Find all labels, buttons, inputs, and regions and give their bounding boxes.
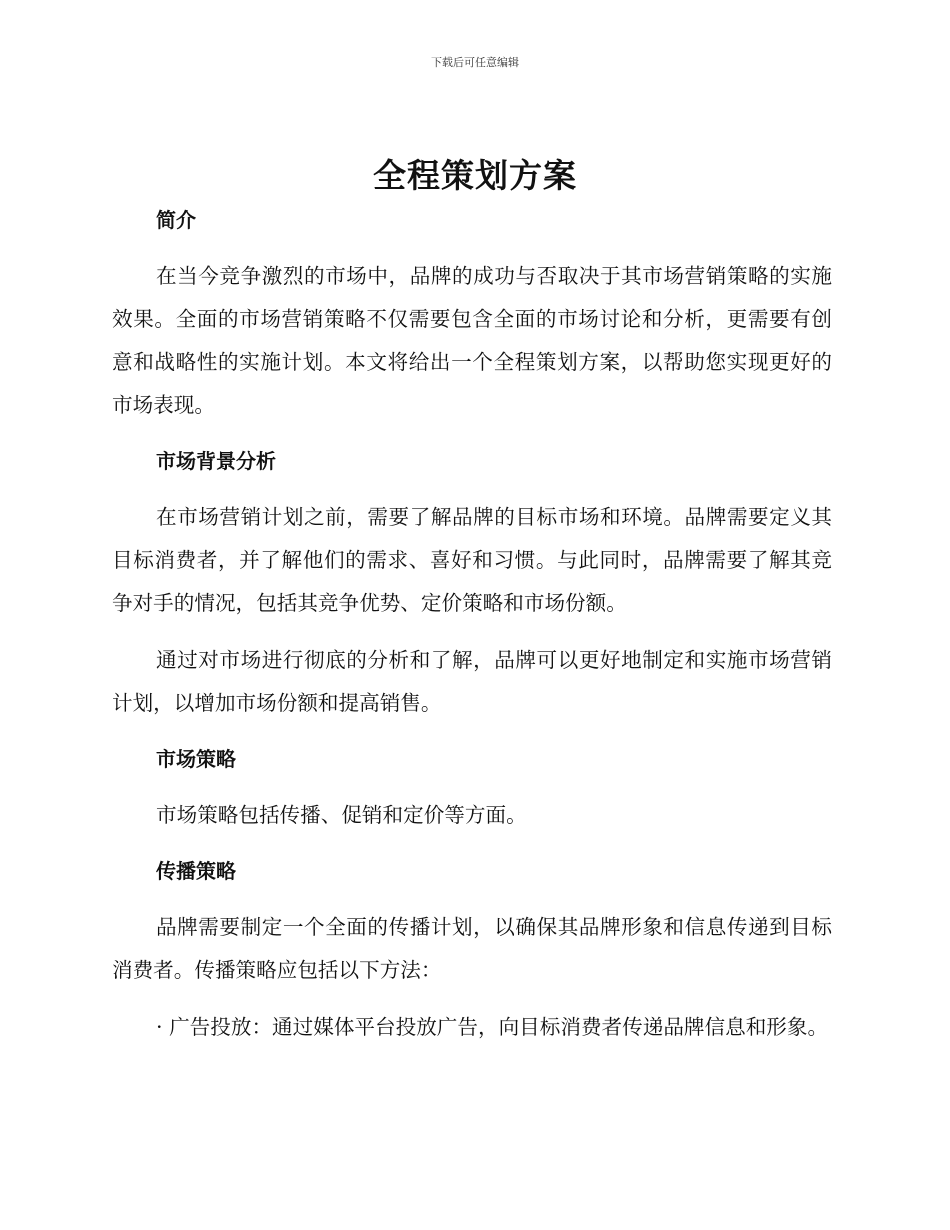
- market-strategy-paragraph: 市场策略包括传播、促销和定价等方面。: [156, 803, 527, 827]
- section-heading-intro: 简介: [156, 208, 196, 232]
- section-heading-communication-strategy: 传播策略: [156, 859, 236, 883]
- section-heading-market-strategy: 市场策略: [156, 747, 236, 771]
- bullet-item-advertising: · 广告投放：通过媒体平台投放广告，向目标消费者传递品牌信息和形象。: [156, 1015, 829, 1039]
- section-heading-market-background: 市场背景分析: [156, 449, 276, 473]
- header-note: 下载后可任意编辑: [431, 56, 519, 69]
- market-background-paragraph-1: 在市场营销计划之前，需要了解品牌的目标市场和环境。品牌需要定义其目标消费者，并了解他们的需求、喜好和习惯。与此同时，品牌需要了解其竞争对手的情况，包括其竞争优势、定价策略和市场份额。: [112, 505, 832, 615]
- communication-strategy-paragraph: 品牌需要制定一个全面的传播计划，以确保其品牌形象和信息传递到目标消费者。传播策略应包括以下方法：: [112, 915, 832, 982]
- document-body: [112, 204, 832, 1049]
- document-title: 全程策划方案: [373, 156, 577, 195]
- intro-paragraph: 在当今竞争激烈的市场中，品牌的成功与否取决于其市场营销策略的实施效果。全面的市场营销策略不仅需要包含全面的市场讨论和分析，更需要有创意和战略性的实施计划。本文将给出一个全程策划方案，以帮助您实现更好的市场表现。: [112, 264, 832, 417]
- market-background-paragraph-2: 通过对市场进行彻底的分析和了解，品牌可以更好地制定和实施市场营销计划，以增加市场份额和提高销售。: [112, 648, 832, 715]
